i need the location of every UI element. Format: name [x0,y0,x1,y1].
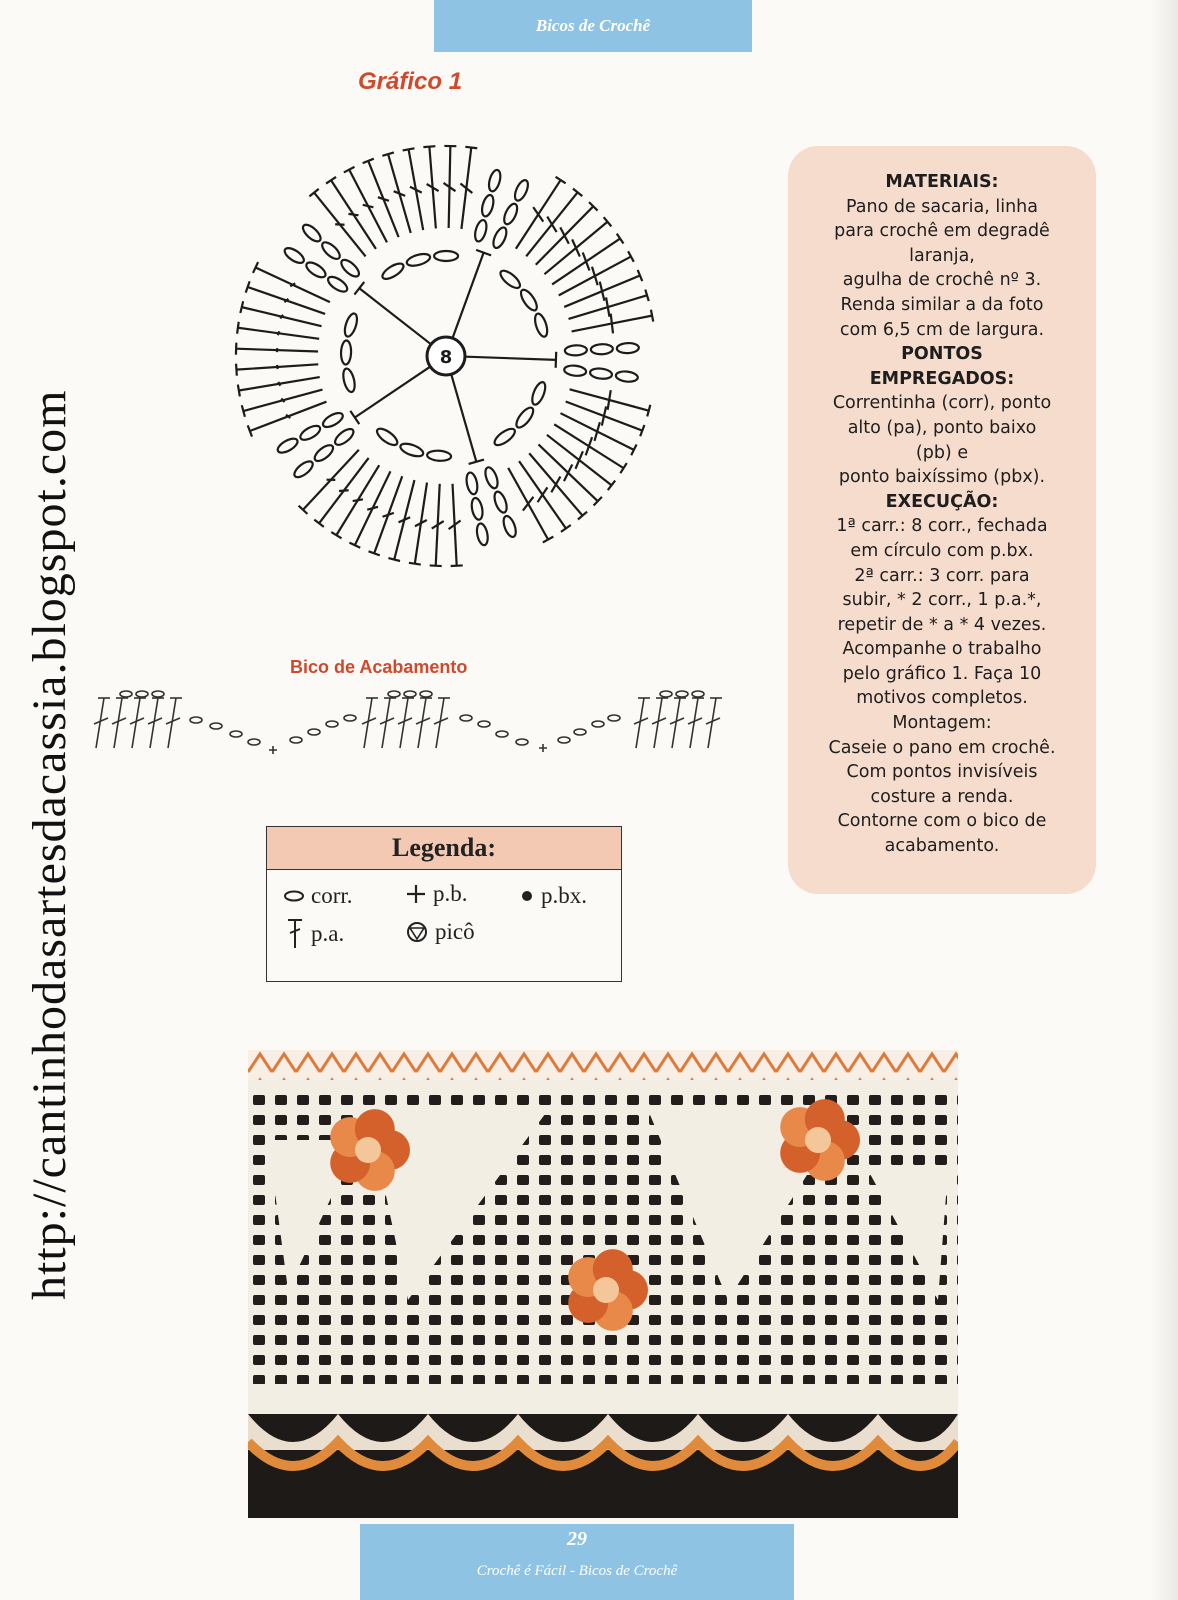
legend-pa [285,917,344,951]
side-watermark-url: http://cantinhodasartesdacassia.blogspot.com [23,389,76,1300]
edging-single-crochet [269,746,277,754]
spoke-stitch [452,375,477,462]
edging-chain [676,691,688,697]
materials-text: Pano de sacaria, linha para crochê em degradê laranja, agulha de crochê nº 3. Renda similar a da foto com 6,5 cm de largura. [834,196,1050,340]
page-number: 29 [567,1528,587,1550]
stitches-heading: PONTOS EMPREGADOS: [869,344,1015,389]
petal-stitch-cap [236,364,237,376]
petal-stitch-bar [586,437,592,455]
petal-chain-oval [512,178,530,202]
edging-chain [210,723,222,729]
petal-chain-oval [564,364,587,376]
petal-stitch-bar [583,253,590,271]
center-ring-label: 8 [439,347,453,368]
petal-chain-oval [615,370,638,382]
petal-stitch-bar [278,382,280,386]
chain-oval [518,287,540,312]
legend-title: Legenda: [267,827,621,870]
edging-chain [592,721,604,727]
footer-text: Crochê é Fácil - Bicos de Crochê [476,1563,678,1579]
petal-stitch-bar [363,205,374,207]
petal-chain-oval [480,194,496,218]
legend-box [266,826,622,982]
legend-pb [405,881,468,907]
petal-stitch-cap [556,177,566,184]
chain-oval [341,367,357,393]
petal-chain-oval [300,222,323,244]
chain-oval [434,251,458,261]
petal-stitch-bar [560,227,569,243]
double-crochet-icon [285,917,305,951]
petal-stitch-cap [561,525,571,532]
petal-chain-oval [326,274,350,294]
crochet-flower-center [355,1137,381,1163]
legend-pb-label: p.b. [433,881,468,906]
edging-chain [420,691,432,697]
petal-stitch-cap [430,565,442,566]
spoke-stitch [359,288,430,343]
chain-oval [498,268,523,291]
petal-chain-oval [501,514,518,538]
petal-chain-oval [282,245,306,265]
petal-chain-oval [491,226,509,250]
crochet-flower-diagram [180,110,720,630]
edging-chain [326,721,338,727]
chain-oval [399,441,425,459]
edging-chain [608,715,620,721]
petal-stitch-bar [572,239,580,256]
legend-pico-label: picô [435,919,475,944]
petal-stitch-cap [617,234,624,244]
spoke-stitch [466,357,556,360]
petal-chain-oval [465,472,479,496]
petal-stitch-cap [423,146,435,147]
petal-stitch-bar [339,490,349,491]
petal-stitch-bar [564,464,572,481]
edging-chain [136,691,148,697]
petal-chain-oval [304,260,328,280]
petal-chain-oval [617,343,639,354]
petal-stitch-cap [620,463,626,473]
petal-chain-oval [312,442,335,464]
spoke-cap [556,352,557,368]
header-tab [434,0,752,52]
chain-oval [533,312,550,338]
petal-stitch-bar [367,507,378,510]
petal-stitch-cap [242,405,245,417]
edging-chain [558,737,570,743]
chain-oval [380,261,406,282]
edging-chain [230,731,242,737]
chain-oval [492,426,517,448]
petal-stitch-cap [240,301,243,313]
petal-chain-oval [298,423,322,443]
petal-chain-oval [483,466,500,490]
spoke-stitch [355,367,430,417]
petal-stitch-cap [465,147,477,148]
edging-chain [460,715,472,721]
petal-stitch-cap [314,520,324,527]
petal-stitch-bar [278,331,280,335]
legend-pbx [519,883,587,909]
footer-tab [360,1524,794,1600]
execution-text: 1ª carr.: 8 corr., fechada em círculo com p.bx. 2ª carr.: 3 corr. para subir, * 2 corr., 1 p.a.*, repetir de * a * 4 vezes. Acompanhe o trabalho pelo gráfico 1. Faça 10 motivos completos. Montagem: Caseie o pano em crochê. Com pontos invisíveis costure a renda. Contorne com o bico de acabamento. [828,516,1056,857]
petal-stitch-cap [388,558,400,561]
legend-corr-label: corr. [311,883,353,908]
edging-chain [308,729,320,735]
petal-chain-oval [276,436,300,456]
legend-corr [283,883,353,909]
lace-photo-illustration [248,1050,958,1518]
petal-chain-oval [591,344,613,355]
edging-diagram [86,690,746,770]
edging-chain [404,691,416,697]
edging-chain [660,691,672,697]
chain-stitch-icon [283,889,305,903]
spoke-cap [350,411,359,424]
petal-stitch-bar [551,477,560,493]
petal-stitch-cap [238,385,240,397]
chain-oval [406,252,432,268]
chart-title: Gráfico 1 [358,68,463,95]
petal-stitch-cap [647,405,650,417]
stitches-text: Correntinha (corr), ponto alto (pa), ponto baixo (pb) e ponto baixíssimo (pbx). [832,393,1052,488]
petal-stitch-bar [575,451,582,468]
petal-chain-oval [502,202,520,226]
materials-heading: MATERIAIS: [885,172,999,192]
chain-oval [342,312,359,338]
legend-pa-label: p.a. [311,921,345,946]
edging-chain [388,691,400,697]
edging-title: Bico de Acabamento [290,657,468,677]
edging-chain [290,737,302,743]
petal-chain-oval [590,367,613,379]
picot-icon [405,920,429,944]
petal-chain-oval [470,497,484,521]
petal-stitch-cap [331,532,341,538]
chain-oval [341,340,352,364]
petal-chain-oval [321,410,345,430]
petal-stitch-bar [348,214,358,215]
edging-chain [120,691,132,697]
crochet-flower-center [805,1127,831,1153]
edging-chain [692,691,704,697]
edging-chain [190,717,202,723]
spoke-stitch [453,253,484,338]
edging-chain [574,729,586,735]
execution-heading: EXECUÇÃO: [885,491,999,512]
chain-oval [427,450,452,462]
chain-oval [513,405,536,430]
petal-chain-oval [475,523,489,547]
edging-chain [344,715,356,721]
petal-chain-oval [492,490,509,514]
chain-oval [375,426,400,448]
petal-stitch-bar [277,365,278,369]
petal-chain-oval [292,459,315,481]
petal-stitch-cap [326,177,336,184]
petal-stitch-bar [611,314,613,334]
legend-pico [405,919,475,945]
spoke-cap [354,282,364,295]
single-crochet-icon [405,883,427,905]
petal-stitch-cap [651,310,653,322]
petal-stitch-cap [451,565,463,566]
edging-chain [516,739,528,745]
petal-stitch-cap [409,563,421,565]
lace-edging-photo [248,1050,958,1518]
edging-chain [478,721,490,727]
crochet-flower-center [593,1277,619,1303]
materials-box [788,146,1096,894]
edging-chain [248,739,260,745]
edging-chain [496,731,508,737]
chain-oval [530,380,548,406]
petal-stitch-bar [353,499,363,501]
petal-chain-oval [319,240,342,262]
petal-chain-oval [565,345,587,356]
legend-pbx-label: p.bx. [541,883,587,908]
edging-single-crochet [539,744,547,752]
petal-stitch-cap [237,322,239,334]
petal-stitch-cap [403,148,415,150]
header-tab-text: Bicos de Crochê [535,16,651,35]
page-shadow [1152,0,1178,1600]
petal-chain-oval [487,169,503,193]
slip-stitch-icon [519,888,535,904]
edging-chain [152,691,164,697]
petal-stitch-bar [608,390,611,410]
petal-chain-oval [333,426,356,448]
petal-chain-oval [473,219,489,243]
petal-chain-oval [339,257,362,279]
